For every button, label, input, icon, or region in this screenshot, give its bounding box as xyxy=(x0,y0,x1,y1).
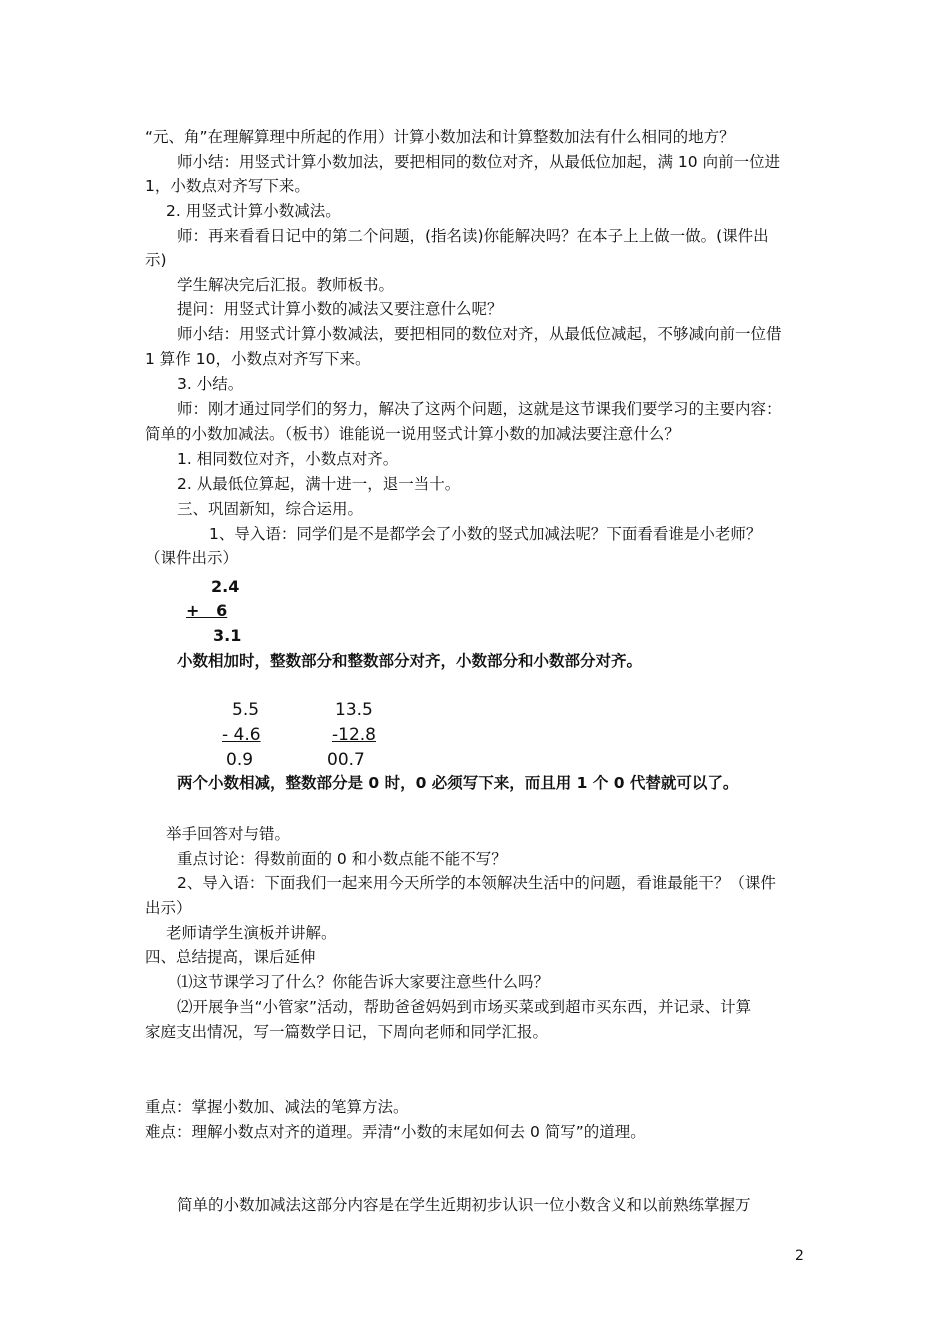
page-number: 2 xyxy=(795,1248,804,1264)
calc1-result: 3.1 xyxy=(213,626,242,645)
text-line: 简单的小数加减法。（板书）谁能说一说用竖式计算小数的加减法要注意什么？ xyxy=(145,425,680,443)
text-line: 示) xyxy=(145,251,167,269)
text-line: 提问：用竖式计算小数的减法又要注意什么呢？ xyxy=(177,300,503,318)
calc2-b-result: 00.7 xyxy=(327,750,365,770)
text-line: 学生解决完后汇报。教师板书。 xyxy=(177,276,395,294)
rule-subtraction: 两个小数相减，整数部分是 0 时，0 必须写下来，而且用 1 个 0 代替就可以了。 xyxy=(177,774,739,792)
text-line: ⑴这节课学习了什么？你能告诉大家要注意些什么吗？ xyxy=(177,973,550,991)
text-line: 1、导入语：同学们是不是都学会了小数的竖式加减法呢？下面看看谁是小老师？ xyxy=(209,525,762,543)
calc2-b-top: 13.5 xyxy=(335,700,373,720)
text-line: 老师请学生演板并讲解。 xyxy=(166,924,337,942)
text-line: 1. 相同数位对齐，小数点对齐。 xyxy=(177,450,399,468)
text-line: 师：再来看看日记中的第二个问题，(指名读)你能解决吗？在本子上上做一做。(课件出 xyxy=(177,227,769,245)
text-line: ⑵开展争当“小管家”活动，帮助爸爸妈妈到市场买菜或到超市买东西，并记录、计算 xyxy=(177,998,752,1016)
text-line: 三、巩固新知，综合运用。 xyxy=(177,500,364,518)
calc2-a-result: 0.9 xyxy=(226,750,254,770)
calc2-a-top: 5.5 xyxy=(232,700,260,720)
text-line: 师：刚才通过同学们的努力，解决了这两个问题，这就是这节课我们要学习的主要内容： xyxy=(177,400,782,418)
key-points: 重点：掌握小数加、减法的笔算方法。 xyxy=(145,1098,409,1116)
section-heading: 四、总结提高，课后延伸 xyxy=(145,948,316,966)
text-line: 2、导入语：下面我们一起来用今天所学的本领解决生活中的问题，看谁最能干？（课件 xyxy=(177,874,776,892)
text-line: 1，小数点对齐写下来。 xyxy=(145,177,310,195)
calc2-a-mid: - 4.6 xyxy=(222,725,261,745)
difficulty: 难点：理解小数点对齐的道理。弄清“小数的末尾如何去 0 简写”的道理。 xyxy=(145,1123,646,1141)
text-line: 师小结：用竖式计算小数减法，要把相同的数位对齐，从最低位减起，不够减向前一位借 xyxy=(177,325,782,343)
text-line: （课件出示） xyxy=(145,549,239,567)
calc1-mid: + 6 xyxy=(186,601,228,620)
text-line: 3. 小结。 xyxy=(177,375,244,393)
text-line: 师小结：用竖式计算小数加法，要把相同的数位对齐，从最低位加起，满 10 向前一位进 xyxy=(177,153,781,171)
closing-line: 简单的小数加减法这部分内容是在学生近期初步认识一位小数含义和以前熟练掌握万 xyxy=(177,1196,751,1214)
text-line: 出示） xyxy=(145,899,192,917)
text-line: “元、角”在理解算理中所起的作用）计算小数加法和计算整数加法有什么相同的地方？ xyxy=(145,128,735,146)
calc1-top: 2.4 xyxy=(211,577,240,596)
text-line: 举手回答对与错。 xyxy=(166,825,291,843)
text-line: 家庭支出情况，写一篇数学日记，下周向老师和同学汇报。 xyxy=(145,1023,549,1041)
text-line: 重点讨论：得数前面的 0 和小数点能不能不写？ xyxy=(177,850,507,868)
calc2-b-mid: -12.8 xyxy=(332,725,376,745)
text-line: 2. 从最低位算起，满十进一，退一当十。 xyxy=(177,475,461,493)
text-line: 2. 用竖式计算小数减法。 xyxy=(166,202,341,220)
text-line: 1 算作 10，小数点对齐写下来。 xyxy=(145,350,371,368)
rule-addition: 小数相加时，整数部分和整数部分对齐，小数部分和小数部分对齐。 xyxy=(177,652,643,670)
